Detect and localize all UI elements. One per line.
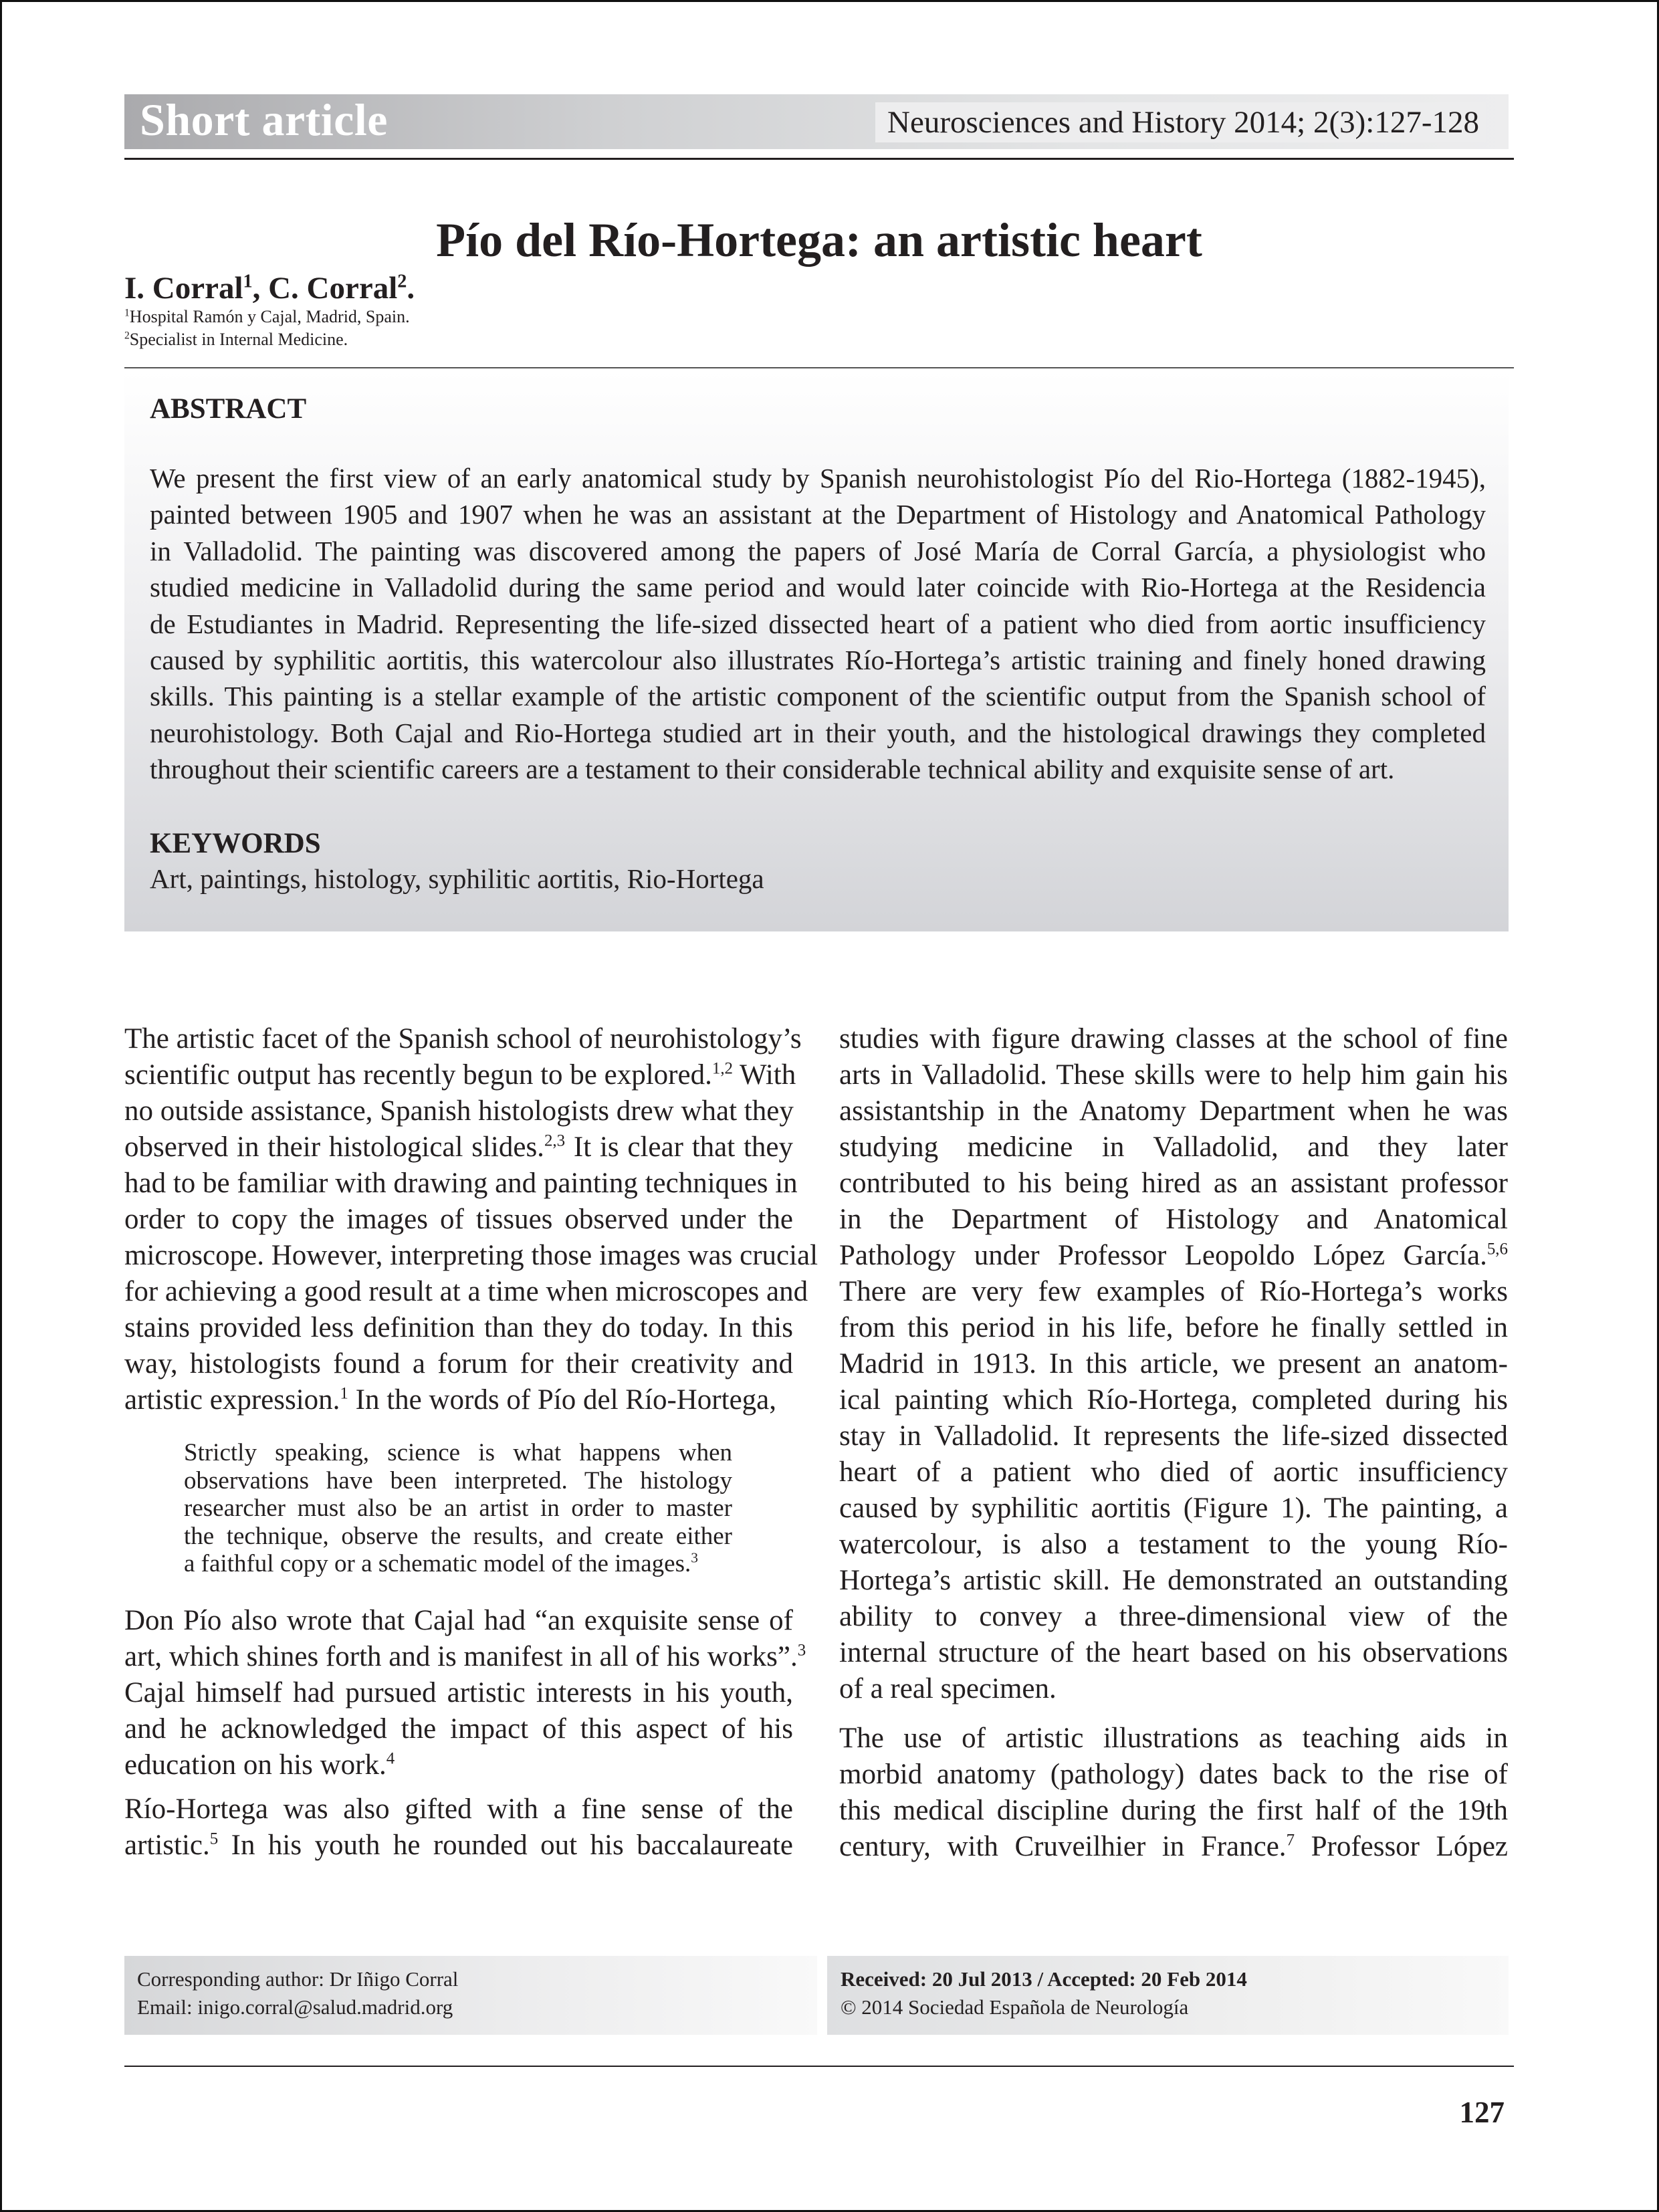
abstract-line: painted between 1905 and 1907 when he was an assistant at the Department of Histology and Anatomical Pathology [150,499,1486,530]
line-text: observed in their histological slides. [124,1131,544,1163]
text-line [839,1310,1508,1346]
title-divider [124,367,1514,368]
line-text: observations have been interpreted. The histology [184,1466,732,1495]
author-separator: , [252,271,269,306]
line-text: a faithful copy or a schematic model of the images. [184,1550,691,1577]
line-text: arts in Valladolid. These skills were to help him gain his [839,1059,1508,1091]
text-line [839,1635,1508,1671]
text-line [124,1382,793,1418]
line-text: in the Department of Histology and Anatomical [839,1204,1508,1235]
line-text: studying medicine in Valladolid, and they later [839,1131,1508,1163]
affiliation-text: Specialist in Internal Medicine. [129,330,348,349]
line-text: Pathology under Professor Leopoldo López García. [839,1240,1487,1271]
text-line [124,1675,793,1711]
text-line [124,1129,793,1166]
body-paragraph [839,1021,1508,1707]
footer-divider [124,2066,1514,2067]
line-text: of a real specimen. [839,1673,1057,1704]
text-line [124,1711,793,1747]
author-separator: . [407,271,415,306]
correspondence-box [124,1956,817,2035]
line-text: artistic expression. [124,1384,340,1416]
body-column-left [124,1021,818,1418]
abstract-line: studied medicine in Valladolid during the same period and would later coincide with Rio-Hortega at the Residencia [150,572,1486,603]
text-line [839,1202,1508,1238]
block-quote [184,1439,732,1578]
keywords-text: Art, paintings, histology, syphilitic aortitis, Rio-Hortega [150,863,764,894]
text-line [839,1671,1508,1707]
line-text: education on his work. [124,1749,386,1781]
citation-mark: 5,6 [1486,1240,1508,1258]
line-text: Professor López [1295,1831,1508,1862]
body-paragraph [124,1021,818,1418]
keywords-heading: KEYWORDS [150,828,321,859]
text-line [839,1793,1508,1829]
text-line [839,1274,1508,1310]
abstract-line: throughout their scientific careers are a testament to their considerable technical ability and exquisite sense of art. [150,754,1395,785]
text-line [184,1467,732,1495]
abstract-line: caused by syphilitic aortitis, this watercolour also illustrates Río-Hortega’s artistic training and finely honed drawing [150,645,1486,676]
text-line [124,1346,793,1382]
line-text: microscope. However, interpreting those images was crucial [124,1240,818,1271]
abstract-line: de Estudiantes in Madrid. Representing the life-sized dissected heart of a patient who died from aortic insufficiency [150,608,1486,639]
line-text: century, with Cruveilhier in France. [839,1831,1287,1862]
affiliation-number: 1 [124,307,130,319]
line-text: scientific output has recently begun to be explored. [124,1059,712,1091]
journal-reference: Neurosciences and History 2014; 2(3):127-128 [875,102,1486,142]
line-text: The artistic facet of the Spanish school of neurohistology’s [124,1023,802,1055]
text-line [124,1166,798,1202]
line-text: In his youth he rounded out his baccalaureate [218,1830,793,1861]
text-line [839,1346,1508,1382]
abstract-line: We present the first view of an early anatomical study by Spanish neurohistologist Pío del Rio-Hortega (1882-1945), [150,463,1486,493]
dates-box [827,1956,1509,2035]
text-line [839,1129,1508,1166]
line-text: It is clear that they [565,1131,793,1163]
body-paragraph [124,1791,793,1864]
text-line [184,1495,732,1523]
line-text: In the words of Pío del Río-Hortega, [348,1384,776,1416]
line-text: artistic. [124,1830,210,1861]
body-column-right [839,1021,1508,1707]
text-line [839,1757,1508,1793]
citation-mark: 4 [386,1749,395,1768]
line-text: stay in Valladolid. It represents the life-sized dissected [839,1420,1508,1452]
text-line [124,1057,796,1093]
body-paragraph [839,1721,1508,1865]
line-text: researcher must also be an artist in order to master [184,1495,732,1522]
abstract-line: neurohistology. Both Cajal and Rio-Hortega studied art in their youth, and the histological drawings they completed [150,717,1486,748]
text-line [839,1527,1508,1563]
copyright-notice: © 2014 Sociedad Española de Neurología [841,1995,1189,2019]
affiliation [124,330,348,350]
line-text: assistantship in the Anatomy Department when he was [839,1095,1508,1127]
author-name: C. Corral [268,271,398,306]
line-text: studies with figure drawing classes at the school of fine [839,1023,1508,1055]
abstract-heading: ABSTRACT [150,393,307,425]
text-line [839,1490,1508,1527]
text-line [184,1523,732,1551]
line-text: caused by syphilitic aortitis (Figure 1). The painting, a [839,1492,1508,1524]
line-text: ability to convey a three-dimensional view of the [839,1601,1508,1632]
text-line [839,1599,1508,1635]
line-text: heart of a patient who died of aortic insufficiency [839,1456,1508,1488]
corresponding-email: Email: inigo.corral@salud.madrid.org [137,1995,453,2019]
line-text: Strictly speaking, science is what happens when [184,1439,732,1466]
line-text: from this period in his life, before he finally settled in [839,1312,1508,1343]
text-line [124,1238,818,1274]
text-line [839,1721,1508,1757]
text-line [124,1093,793,1129]
text-line [124,1021,802,1057]
author-affiliation-mark: 1 [243,271,253,292]
text-line [124,1202,793,1238]
text-line [124,1274,808,1310]
text-line [839,1418,1508,1454]
section-label: Short article [140,94,388,145]
line-text: Hortega’s artistic skill. He demonstrated an outstanding [839,1565,1508,1596]
line-text: With [733,1059,796,1091]
line-text: internal structure of the heart based on his observations [839,1637,1508,1668]
text-line [124,1603,793,1639]
abstract-line: in Valladolid. The painting was discovered among the papers of José María de Corral García, a physiologist who [150,535,1486,566]
text-line [839,1021,1508,1057]
text-line [839,1454,1508,1490]
line-text: had to be familiar with drawing and painting techniques in [124,1168,798,1199]
received-accepted-dates: Received: 20 Jul 2013 / Accepted: 20 Feb 2014 [841,1967,1247,1991]
affiliation-text: Hospital Ramón y Cajal, Madrid, Spain. [129,307,410,326]
citation-mark: 3 [691,1549,698,1566]
line-text: morbid anatomy (pathology) dates back to the rise of [839,1759,1508,1790]
line-text: the technique, observe the results, and create either [184,1522,732,1550]
citation-mark: 3 [797,1641,806,1660]
line-text: for achieving a good result at a time when microscopes and [124,1276,808,1307]
text-line [839,1238,1508,1274]
text-line [839,1563,1508,1599]
text-line [184,1550,732,1578]
line-text: this medical discipline during the first half of the 19th [839,1795,1508,1826]
text-line [124,1747,793,1783]
line-text: ical painting which Río-Hortega, completed during his [839,1384,1508,1416]
citation-mark: 7 [1286,1831,1295,1850]
affiliation [124,307,410,327]
line-text: contributed to his being hired as an assistant professor [839,1168,1508,1199]
text-line [839,1057,1508,1093]
abstract-text [150,460,1486,788]
citation-mark: 1 [340,1384,348,1403]
text-line [839,1829,1508,1865]
citation-mark: 1,2 [711,1059,734,1078]
line-text: order to copy the images of tissues observed under the [124,1204,793,1235]
text-line [839,1382,1508,1418]
line-text: way, histologists found a forum for their creativity and [124,1348,793,1379]
text-line [124,1639,806,1675]
text-line [839,1166,1508,1202]
author-list [124,268,415,308]
citation-mark: 5 [209,1830,219,1848]
author-name: I. Corral [124,271,243,306]
affiliation-number: 2 [124,330,130,342]
text-line [124,1791,793,1828]
corresponding-author: Corresponding author: Dr Iñigo Corral [137,1967,459,1991]
line-text: Don Pío also wrote that Cajal had “an exquisite sense of [124,1605,793,1636]
author-affiliation-mark: 2 [397,271,407,292]
line-text: There are very few examples of Río-Hortega’s works [839,1276,1508,1307]
line-text: watercolour, is also a testament to the young Río- [839,1529,1508,1560]
text-line [839,1093,1508,1129]
article-title: Pío del Río-Hortega: an artistic heart [436,213,1202,267]
text-line [124,1828,793,1864]
line-text: stains provided less definition than they do today. In this [124,1312,793,1343]
line-text: Cajal himself had pursued artistic interests in his youth, [124,1677,793,1708]
abstract-line: skills. This painting is a stellar example of the artistic component of the scientific output from the Spanish school of [150,681,1486,712]
text-line [124,1310,793,1346]
citation-mark: 2,3 [544,1131,566,1150]
page-number: 127 [1459,2096,1505,2129]
line-text: art, which shines forth and is manifest in all of his works”. [124,1641,798,1672]
body-paragraph [124,1603,806,1783]
header-divider [124,158,1514,160]
line-text: Río-Hortega was also gifted with a fine sense of the [124,1793,793,1825]
line-text: no outside assistance, Spanish histologists drew what they [124,1095,794,1127]
line-text: and he acknowledged the impact of this aspect of his [124,1713,793,1745]
line-text: Madrid in 1913. In this article, we present an anatom- [839,1348,1508,1379]
text-line [184,1439,732,1467]
line-text: The use of artistic illustrations as teaching aids in [839,1723,1508,1754]
